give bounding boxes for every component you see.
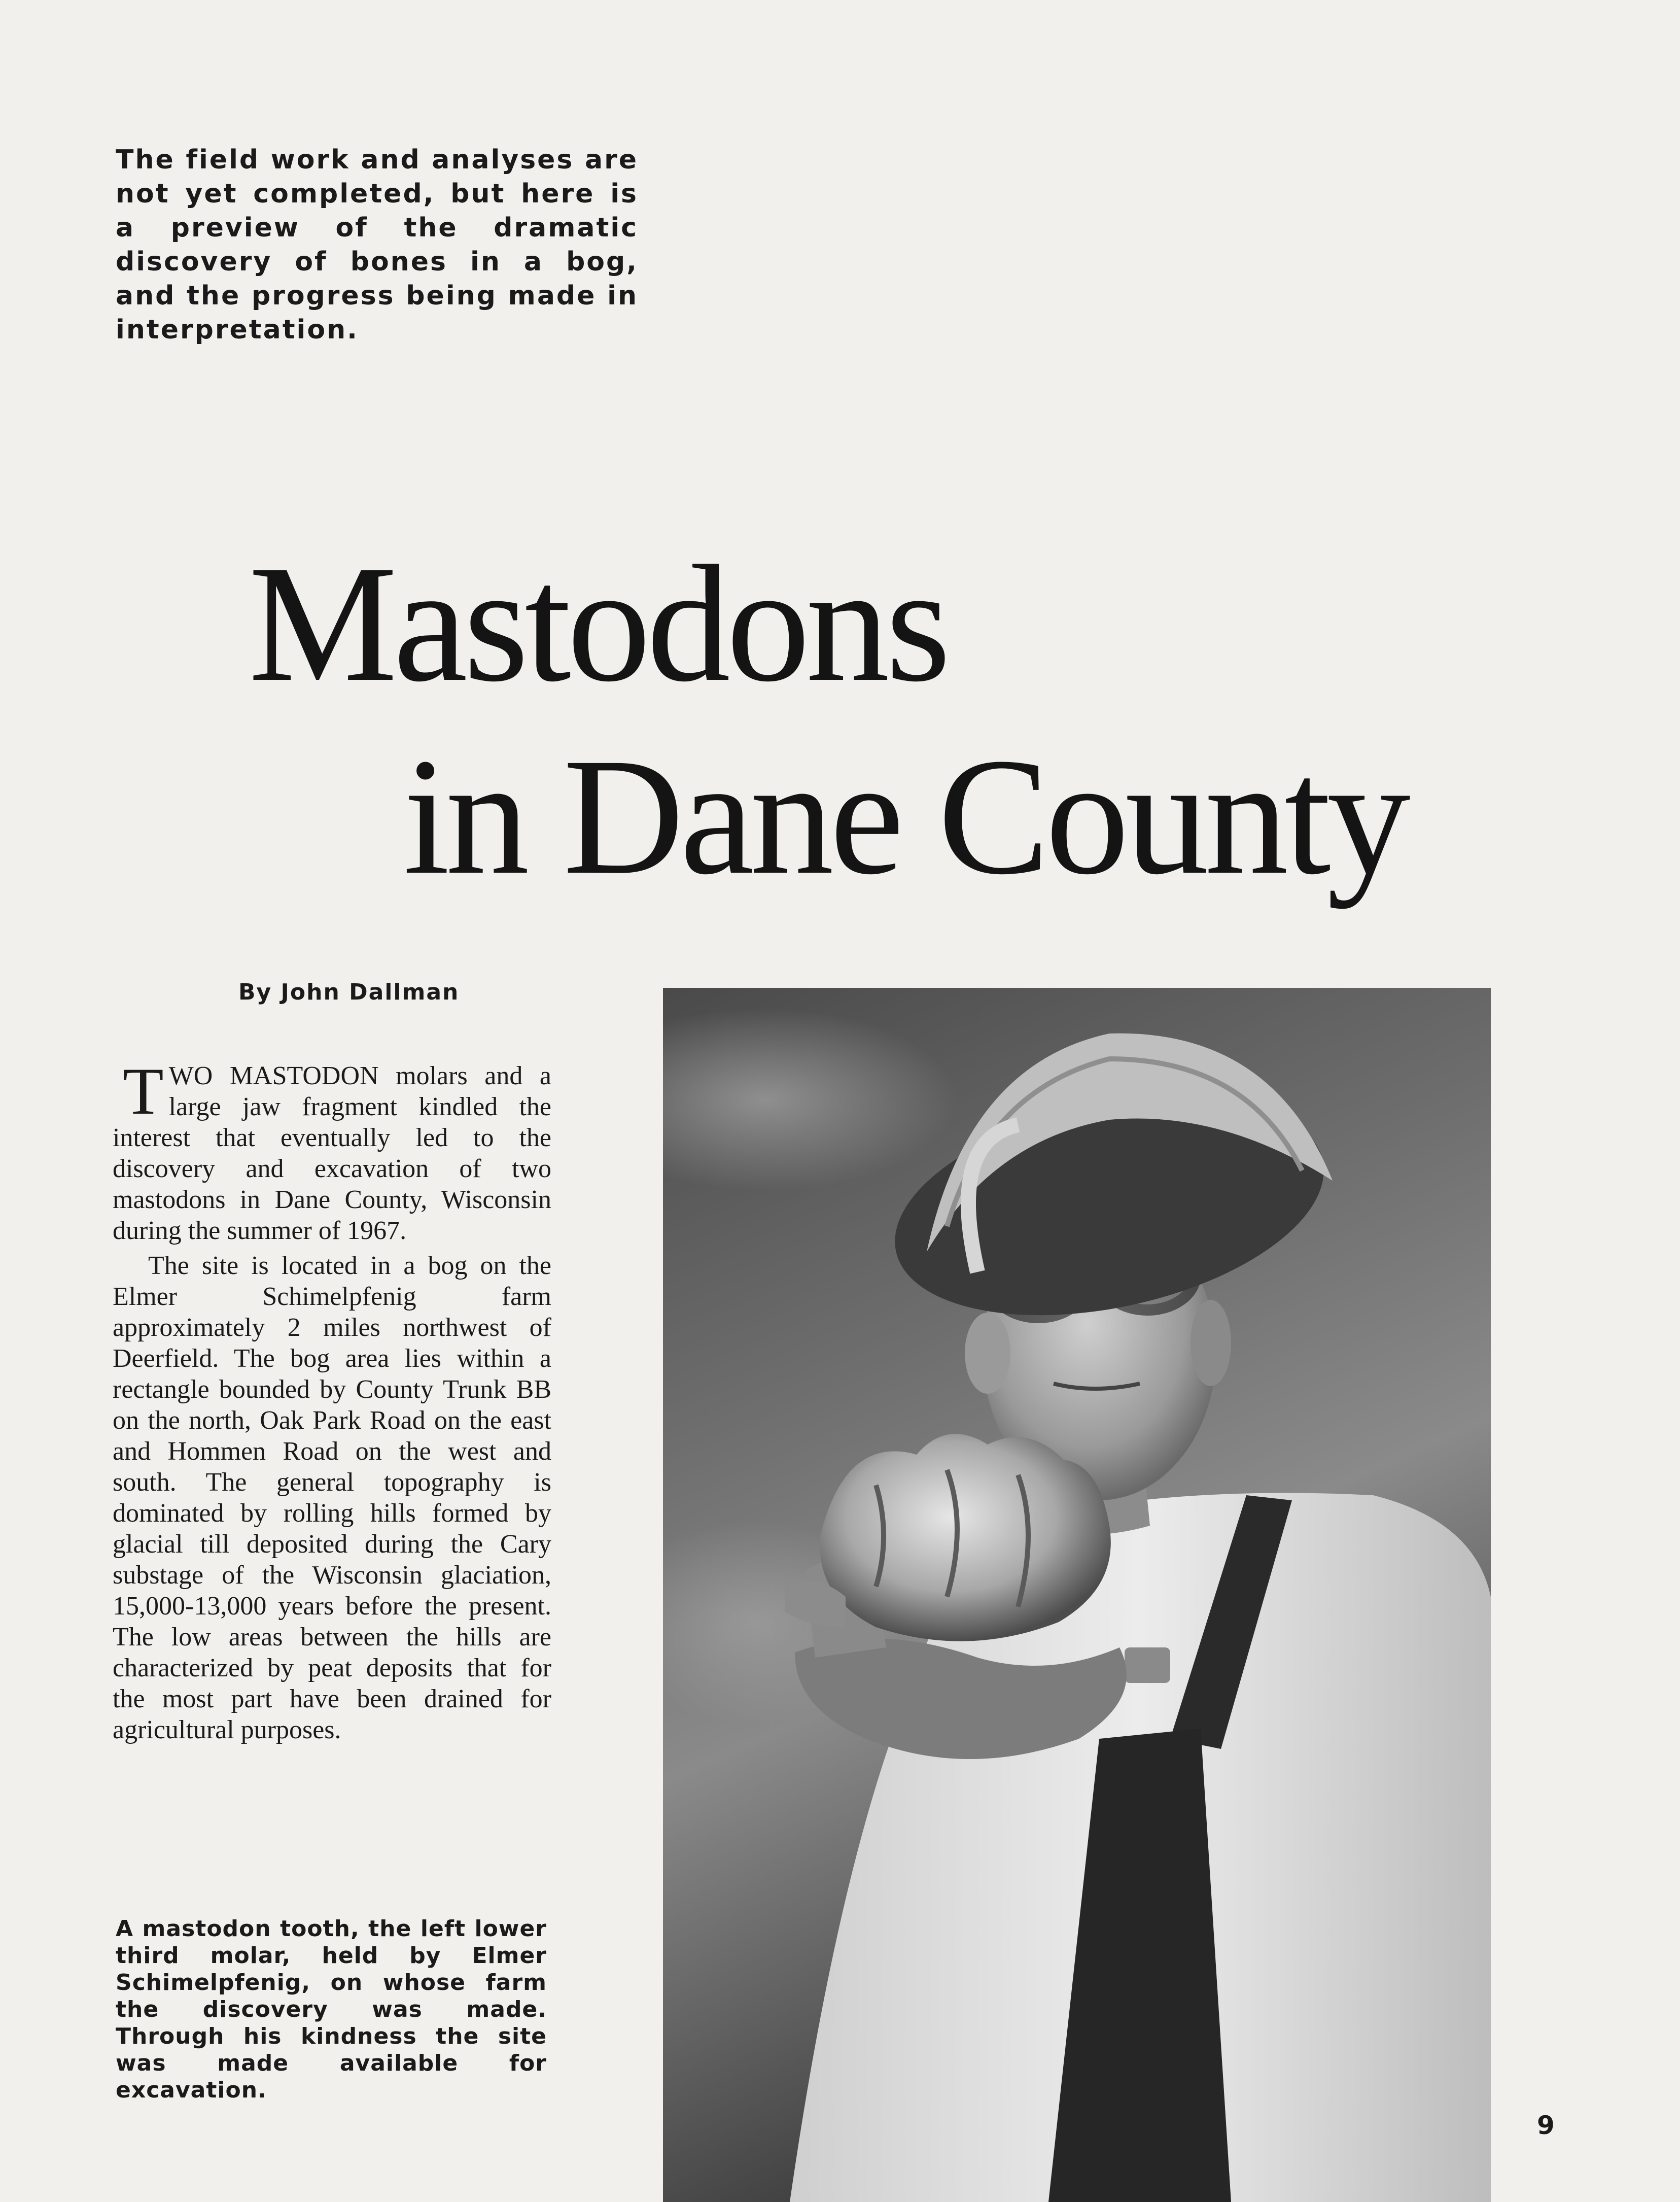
paragraph-1 — [113, 1054, 551, 1246]
headline-line-1: Mastodons — [249, 531, 947, 716]
drop-cap: T — [123, 1054, 164, 1128]
farmer-holding-molar-photo — [663, 988, 1491, 2202]
photo-caption: A mastodon tooth, the left lower third molar, held by Elmer Schimelpfenig, on whose farm the discovery was made. Through his kindness the site was made available for excavation. — [116, 1916, 547, 2103]
article-body — [113, 1054, 551, 1745]
headline-line-2: in Dane County — [403, 724, 1407, 909]
paragraph-2: The site is located in a bog on the Elmer Schimelpfenig farm approximately 2 miles northwest of Deerfield. The bog area lies within a rectangle bounded by County Trunk BB on the north, Oak Park Road on the east and Hommen Road on the west and south. The general topography is dominated by rolling hills formed by glacial till deposited during the Cary substage of the Wisconsin glaciation, 15,000-13,000 years before the present. The low areas between the hills are characterized by peat deposits that for the most part have been drained for agricultural purposes. — [113, 1251, 551, 1744]
page-number: 9 — [1537, 2111, 1555, 2140]
photo-illustration — [663, 988, 1491, 2202]
paragraph-1-text: WO MASTODON molars and a large jaw fragment kindled the interest that eventually led to the discovery and excavation of two mastodons in Dane County, Wisconsin during the summer of 1967. — [113, 1061, 551, 1245]
byline: By John Dallman — [238, 979, 460, 1005]
intro-blurb: The field work and analyses are not yet completed, but here is a preview of the dramatic discovery of bones in a bog, and the progress being made in interpretation. — [116, 145, 638, 345]
